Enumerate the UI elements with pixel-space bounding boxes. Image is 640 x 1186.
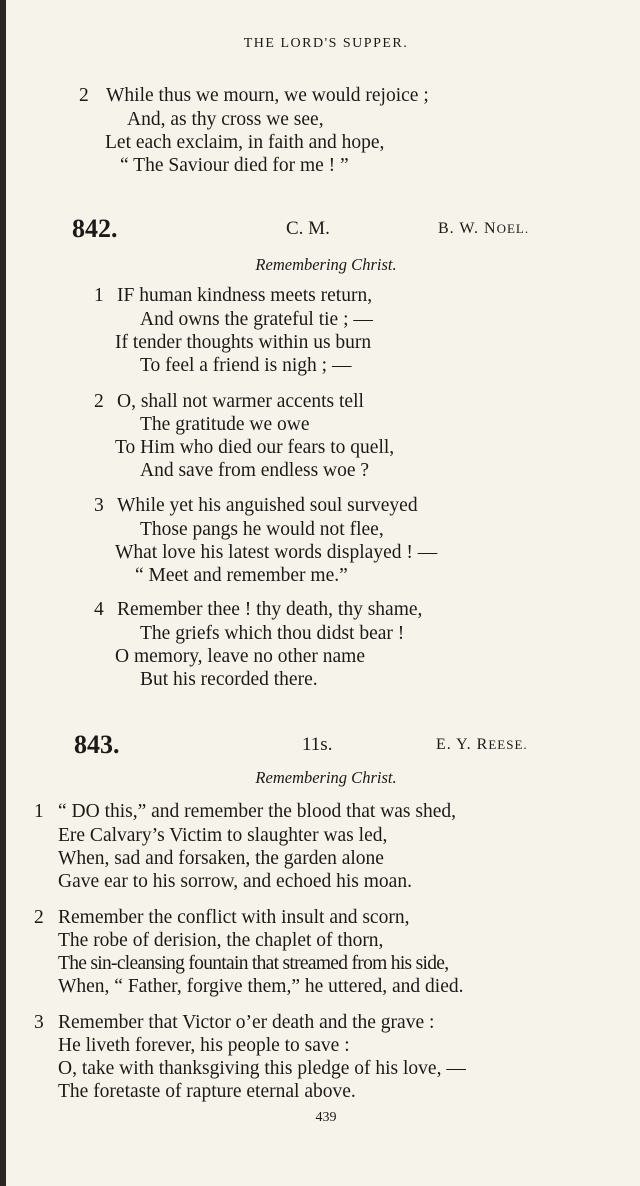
stanza-number: 1 [94,285,104,306]
verse-line: Let each exclaim, in faith and hope, [105,132,385,153]
stanza-number: 3 [94,495,104,516]
verse-line: While thus we mourn, we would rejoice ; [106,85,429,106]
verse-line: To Him who died our fears to quell, [115,437,395,458]
verse-line: The foretaste of rapture eternal above. [58,1081,356,1102]
stanza-number: 2 [79,85,89,106]
stanza-number: 2 [94,391,104,412]
hymn-number: 843. [74,730,120,759]
author-surname-rest: OEL. [496,221,530,236]
hymn-subtitle: Remembering Christ. [255,768,397,787]
hymn-subtitle: Remembering Christ. [255,255,397,274]
verse-line: But his recorded there. [140,669,318,690]
verse-line: O memory, leave no other name [115,646,365,667]
verse-line: O, shall not warmer accents tell [117,391,364,412]
verse-line: Remember the conflict with insult and scorn, [58,907,410,928]
verse-line: Remember that Victor o’er death and the grave : [58,1012,435,1033]
author-initials: E. Y. R [436,736,489,753]
verse-line: The gratitude we owe [140,414,310,435]
hymn-meter: 11s. [302,734,333,755]
page-number: 439 [315,1110,337,1125]
verse-line: The sin-cleansing fountain that streamed from his side, [58,953,449,974]
hymn-meter: C. M. [286,218,330,239]
stanza-number: 2 [34,907,44,928]
hymn-author [436,730,528,760]
verse-line: And owns the grateful tie ; — [140,309,373,330]
verse-line: Ere Calvary’s Victim to slaughter was led, [58,825,388,846]
stanza-number: 1 [34,801,44,822]
verse-line: The griefs which thou didst bear ! [140,623,405,644]
verse-line: And save from endless woe ? [140,460,370,481]
hymn-number: 842. [72,214,118,243]
verse-line: Remember thee ! thy death, thy shame, [117,599,423,620]
verse-line: And, as thy cross we see, [127,109,324,130]
verse-line: If tender thoughts within us burn [115,332,372,353]
author-surname-rest: EESE. [488,737,528,752]
hymn-author [438,214,529,244]
verse-line: When, “ Father, forgive them,” he uttered, and died. [58,976,464,997]
stanza-number: 4 [94,599,104,620]
verse-line: Gave ear to his sorrow, and echoed his moan. [58,871,412,892]
verse-line: When, sad and forsaken, the garden alone [58,848,384,869]
verse-line: “ The Saviour died for me ! ” [120,155,349,176]
verse-line: While yet his anguished soul surveyed [117,495,418,516]
stanza-number: 3 [34,1012,44,1033]
verse-line: “ DO this,” and remember the blood that was shed, [58,801,457,822]
verse-line: What love his latest words displayed ! — [115,542,438,563]
running-head: THE LORD'S SUPPER. [243,36,409,51]
verse-line: He liveth forever, his people to save : [58,1035,350,1056]
verse-line: “ Meet and remember me.” [135,565,348,586]
verse-line: The robe of derision, the chaplet of thorn, [58,930,384,951]
verse-line: O, take with thanksgiving this pledge of his love, — [58,1058,466,1079]
author-initials: B. W. N [438,220,497,237]
verse-line: IF human kindness meets return, [117,285,373,306]
verse-line: To feel a friend is nigh ; — [140,355,352,376]
verse-line: Those pangs he would not flee, [140,519,384,540]
